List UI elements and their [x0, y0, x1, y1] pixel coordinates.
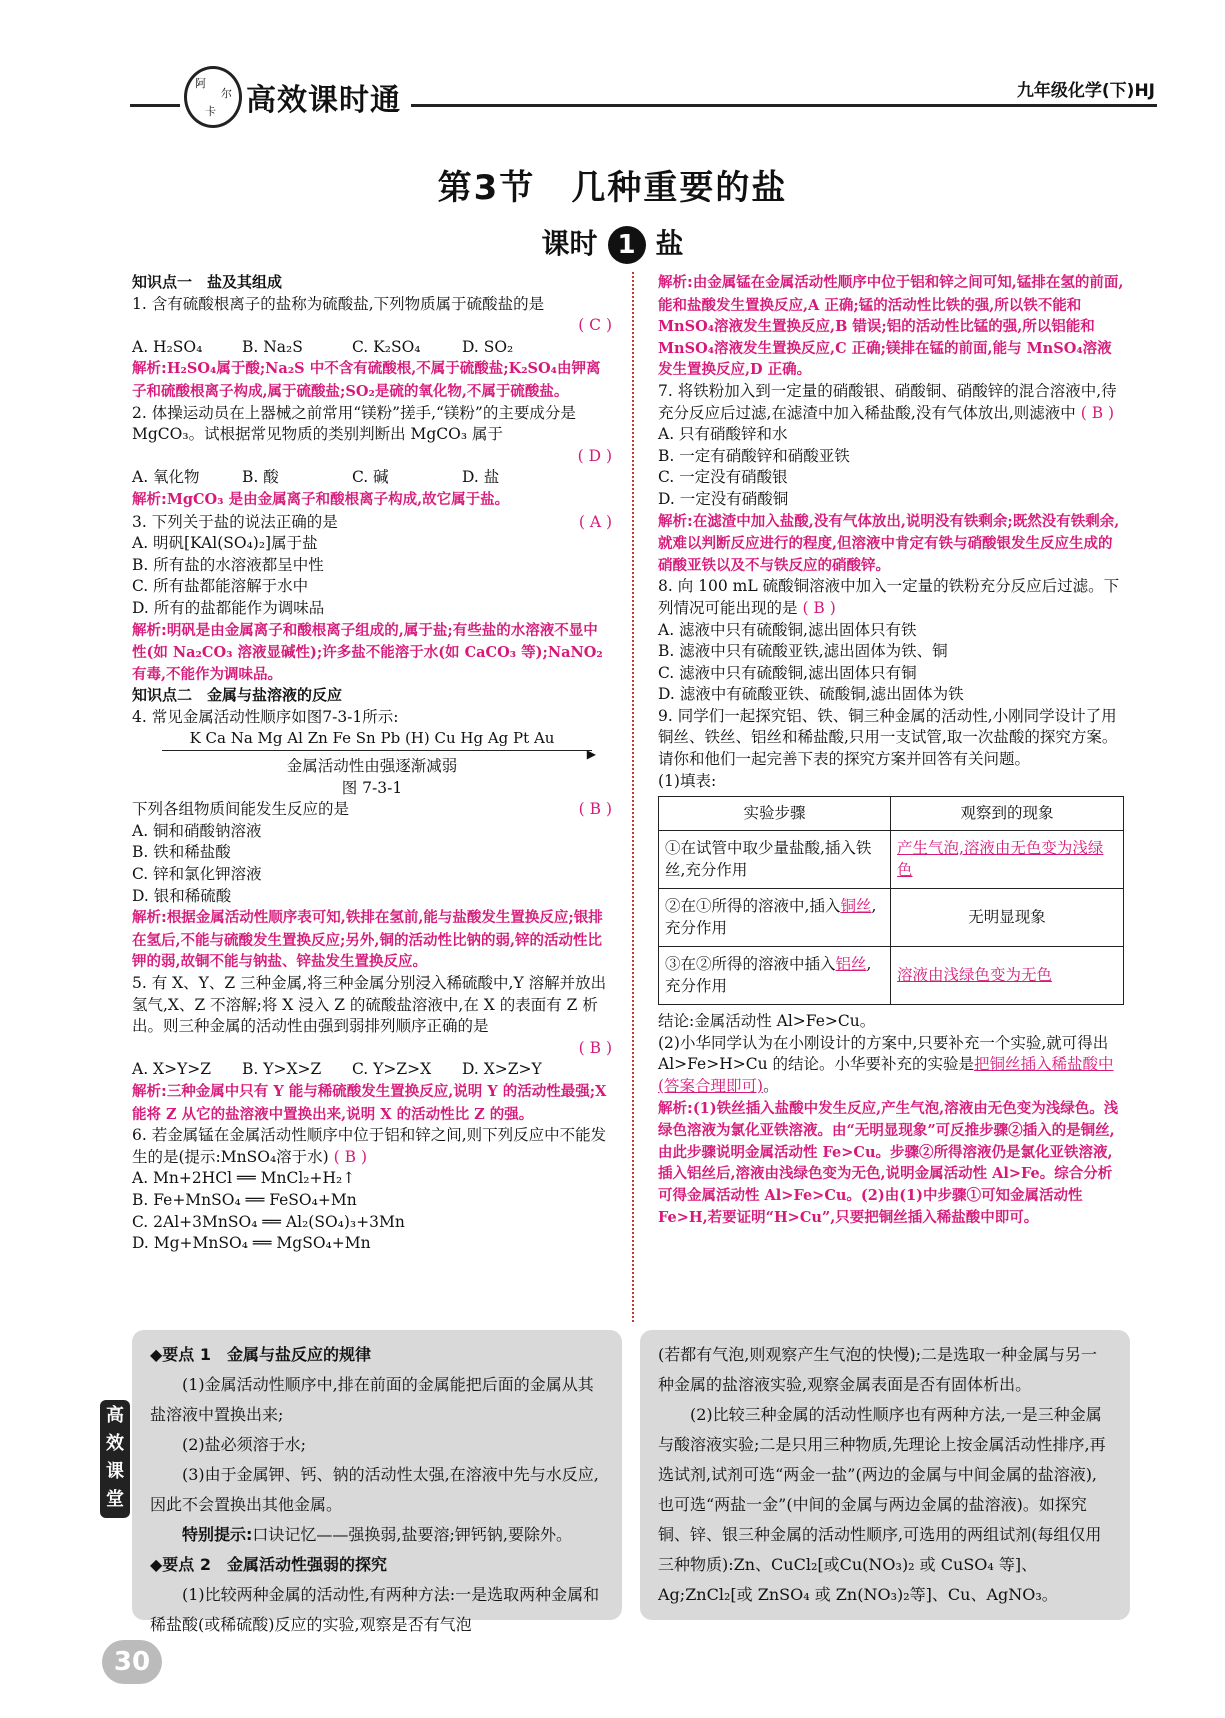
option: C. 锌和氯化钾溶液 — [132, 865, 262, 884]
step-text: ,充分作用 — [665, 955, 872, 995]
explanation-text: 由金属锰在金属活动性顺序中位于铝和锌之间可知,锰排在氢的前面,能和盐酸发生置换反应,A 正确;锰的活动性比铁的强,所以铁不能和 MnSO₄溶液发生置换反应,B 错误;铝的活动性比锰的强,所以铝能和 MnSO₄溶液发生置换反应,C 正确;镁排在锰的前面,能与 MnSO₄溶液发生置换反应,D 正确。 — [658, 274, 1124, 379]
fill-answer: 把铜丝插入稀盐酸中(答案合理即可) — [658, 1055, 1114, 1096]
book-label: 九年级化学(下)HJ — [1009, 76, 1155, 101]
table-header-cell: 实验步骤 — [659, 797, 891, 831]
fill-answer: 铜丝 — [840, 897, 872, 916]
activity-series-figure — [132, 728, 612, 799]
key-point-text: (2)比较三种金属的活动性顺序也有两种方法,一是三种金属与酸溶液实验;二是只用三种物质,先理论上按金属活动性排序,再选试剂,试剂可选“两金一盐”(两边的金属与中间金属的盐溶液),也可选“两盐一金”(中间的金属与两边金属的盐溶液)。如探究铜、锌、银三种金属的活动性顺序,可选用的两组试剂(每组仅用三种物质):Zn、CuCl₂[或Cu(NO₃)₂ 或 CuSO₄ 等]、Ag;ZnCl₂[或 ZnSO₄ 或 Zn(NO₃)₂等]、Cu、AgNO₃。 — [658, 1405, 1106, 1604]
option: B. 酸 — [242, 468, 279, 487]
key-points-box-left — [132, 1330, 622, 1634]
right-column — [658, 272, 1126, 1228]
explanation — [658, 272, 1126, 381]
answer-row — [132, 1038, 612, 1060]
key-point-heading: ◆要点 1 金属与盐反应的规律 — [150, 1345, 372, 1364]
question-2 — [132, 403, 612, 446]
explanation — [658, 1098, 1126, 1229]
explanation-label: 解析: — [132, 622, 167, 639]
column-divider — [632, 272, 634, 1322]
step-cell — [659, 947, 891, 1005]
option: A. H₂SO₄ — [132, 337, 203, 356]
fill-answer: 铝丝 — [835, 955, 867, 974]
explanation-text: 三种金属中只有 Y 能与稀硫酸发生置换反应,说明 Y 的活动性最强;X 能将 Z 从它的盐溶液中置换出来,说明 X 的活动性比 Z 的强。 — [132, 1082, 607, 1123]
part-2: (2)小华同学认为在小刚设计的方案中,只要补充一个实验,就可得出 Al>Fe>H>Cu 的结论。小华要补充的实验是把铜丝插入稀盐酸中(答案合理即可)。 — [658, 1033, 1114, 1096]
option: B. 铁和稀盐酸 — [132, 843, 231, 862]
option: A. X>Y>Z — [132, 1060, 212, 1079]
option: B. 所有盐的水溶液都呈中性 — [132, 555, 324, 574]
question-7 — [658, 381, 1126, 424]
key-point-text: (2)盐必须溶于水; — [182, 1435, 307, 1454]
key-point-text: (3)由于金属钾、钙、钠的活动性太强,在溶液中先与水反应,因此不会置换出其他金属。 — [150, 1465, 599, 1514]
explanation-label: 解析: — [132, 1083, 167, 1100]
question-stem: 1. 含有硫酸根离子的盐称为硫酸盐,下列物质属于硫酸盐的是 — [132, 294, 545, 313]
key-point-text: (1)比较两种金属的活动性,有两种方法:一是选取两种金属和稀盐酸(或稀硫酸)反应的实验,观察是否有气泡 — [150, 1585, 600, 1634]
key-points-box-right — [640, 1330, 1130, 1620]
experiment-table — [658, 796, 1124, 1005]
option: A. 明矾[KAl(SO₄)₂]属于盐 — [132, 534, 318, 553]
explanation-label: 解析: — [132, 491, 167, 508]
answer: ( D ) — [577, 446, 612, 465]
options — [132, 337, 612, 359]
answer: ( B ) — [333, 1147, 367, 1166]
option: D. 盐 — [462, 468, 500, 487]
question-4: 4. 常见金属活动性顺序如图7-3-1所示: — [132, 707, 399, 726]
option: D. 一定没有硝酸铜 — [658, 489, 789, 508]
option: B. 滤液中只有硫酸亚铁,滤出固体为铁、铜 — [658, 642, 948, 661]
question-3 — [132, 512, 612, 534]
answer: ( B ) — [578, 800, 612, 819]
observation-answer: 产生气泡,溶液由无色变为浅绿色 — [891, 831, 1124, 889]
table-row — [659, 831, 1124, 889]
option: C. 一定没有硝酸银 — [658, 468, 788, 487]
answer: ( B ) — [578, 1038, 612, 1057]
option: A. 只有硝酸锌和水 — [658, 425, 788, 444]
option: B. Y>X>Z — [242, 1060, 322, 1079]
question-stem-row — [132, 799, 612, 821]
side-tab-label: 高效课堂 — [106, 1405, 124, 1510]
key-point-text: (若都有气泡,则观察产生气泡的快慢);二是选取一种金属与另一种金属的盐溶液实验,观察金属表面是否有固体析出。 — [658, 1345, 1097, 1394]
option: B. Na₂S — [242, 337, 303, 356]
explanation-text: (1)铁丝插入盐酸中发生反应,产生气泡,溶液由无色变为浅绿色。浅绿色溶液为氯化亚铁溶液。由“无明显现象”可反推步骤②插入的是铜丝,由此步骤说明金属活动性 Fe>Cu。步骤②所得溶液仍是氯化亚铁溶液,插入铝丝后,溶液由浅绿色变为无色,说明金属活动性 Al>Fe。综合分析可得金属活动性 Al>Fe>Cu。(2)由(1)中步骤①可知金属活动性 Fe>H,若要证明“H>Cu”,只要把铜丝插入稀盐酸中即可。 — [658, 1099, 1119, 1226]
option: D. 所有的盐都能作为调味品 — [132, 598, 325, 617]
explanation — [658, 511, 1126, 577]
question-5 — [132, 973, 612, 1038]
left-column — [132, 272, 612, 1255]
option: A. Mn+2HCl ══ MnCl₂+H₂↑ — [132, 1169, 356, 1188]
question-8 — [658, 576, 1126, 619]
lesson-number-badge: 1 — [608, 226, 646, 264]
option: D. 银和稀硫酸 — [132, 886, 232, 905]
logo-text: 高效课时通 — [246, 83, 401, 118]
answer: ( A ) — [578, 512, 612, 531]
options — [132, 467, 612, 489]
explanation-label: 解析: — [658, 513, 693, 530]
figure-number: 图 7-3-1 — [341, 778, 403, 797]
answer: ( B ) — [1080, 403, 1115, 422]
question-stem: 2. 体操运动员在上器械之前常用“镁粉”搓手,“镁粉”的主要成分是 MgCO₃。试根据常见物质的类别判断出 MgCO₃ 属于 — [132, 403, 576, 444]
option: A. 滤液中只有硫酸铜,滤出固体只有铁 — [658, 620, 917, 639]
page-number: 30 — [102, 1640, 162, 1684]
option: C. Y>Z>X — [352, 1060, 432, 1079]
option: C. 所有盐都能溶解于水中 — [132, 577, 309, 596]
table-header — [659, 797, 1124, 831]
table-header-cell: 观察到的现象 — [891, 797, 1124, 831]
explanation-text: 根据金属活动性顺序表可知,铁排在氢前,能与盐酸发生置换反应;银排在氢后,不能与硫酸发生置换反应;另外,铜的活动性比钠的弱,锌的活动性比钾的弱,故铜不能与钠盐、锌盐发生置换反应。 — [132, 909, 603, 971]
step-cell — [659, 889, 891, 947]
brand-logo — [180, 66, 411, 128]
options — [132, 1059, 612, 1081]
observation-cell: 无明显现象 — [891, 889, 1124, 947]
clock-char: 卡 — [205, 105, 216, 118]
activity-series: K Ca Na Mg Al Zn Fe Sn Pb (H) Cu Hg Ag Pt Au — [189, 729, 555, 748]
step-text: ②在①所得的溶液中,插入 — [665, 897, 841, 916]
special-tip — [150, 1520, 604, 1550]
explanation-label: 解析: — [132, 910, 167, 927]
option: C. 碱 — [352, 468, 389, 487]
alarm-clock-icon — [184, 66, 242, 128]
section-heading: 知识点一 盐及其组成 — [132, 273, 283, 291]
question-9: 9. 同学们一起探究铝、铁、铜三种金属的活动性,小刚同学设计了用铜丝、铁丝、铝丝和稀盐酸,只用一支试管,取一次盐酸的探究方案。请你和他们一起完善下表的探究方案并回答有关问题。 — [658, 706, 1118, 769]
option: B. 一定有硝酸锌和硝酸亚铁 — [658, 446, 850, 465]
question-stem: 3. 下列关于盐的说法正确的是 — [132, 512, 338, 531]
step-text: ③在②所得的溶液中插入 — [665, 955, 836, 974]
option: C. K₂SO₄ — [352, 337, 421, 356]
explanation — [132, 1081, 612, 1125]
side-tab — [100, 1400, 130, 1518]
lesson-title — [0, 222, 1225, 264]
section-title: 第3节 几种重要的盐 — [437, 168, 788, 208]
option: A. 氧化物 — [132, 468, 200, 487]
question-6 — [132, 1125, 612, 1168]
explanation — [132, 907, 612, 973]
table-row — [659, 889, 1124, 947]
question-1 — [132, 294, 612, 316]
question-stem: 6. 若金属锰在金属活动性顺序中位于铝和锌之间,则下列反应中不能发生的是(提示:MnSO₄溶于水) — [132, 1126, 607, 1166]
option: D. 滤液中有硫酸亚铁、硫酸铜,滤出固体为铁 — [658, 685, 964, 704]
explanation-text: 在滤渣中加入盐酸,没有气体放出,说明没有铁剩余;既然没有铁剩余,就难以判断反应进行的程度,但溶液中肯定有铁与硝酸银发生反应生成的硝酸亚铁以及不与铁反应的硝酸锌。 — [658, 512, 1120, 574]
lesson-topic: 盐 — [655, 227, 684, 260]
arrow-line — [162, 747, 596, 762]
answer-row — [132, 446, 612, 468]
explanation — [132, 489, 612, 512]
section-heading: 知识点二 金属与盐溶液的反应 — [132, 686, 343, 705]
figure-caption: 金属活动性由强逐渐减弱 — [286, 757, 458, 776]
explanation-text: H₂SO₄属于酸;Na₂S 中不含有硫酸根,不属于硫酸盐;K₂SO₄由钾离子和硫酸根离子构成,属于硫酸盐;SO₂是硫的氧化物,不属于硫酸盐。 — [132, 360, 601, 400]
question-stem: 8. 向 100 mL 硫酸铜溶液中加入一定量的铁粉充分反应后过滤。下列情况可能出现的是 — [658, 577, 1120, 617]
lesson-pre: 课时 — [541, 227, 598, 260]
option: D. Mg+MnSO₄ ══ MgSO₄+Mn — [132, 1234, 371, 1253]
key-point-heading: ◆要点 2 金属活动性强弱的探究 — [150, 1555, 388, 1574]
step-text: ,充分作用 — [665, 897, 877, 937]
explanation-label: 解析: — [658, 275, 693, 291]
key-point-text: (1)金属活动性顺序中,排在前面的金属能把后面的金属从其盐溶液中置换出来; — [150, 1375, 594, 1424]
option: B. Fe+MnSO₄ ══ FeSO₄+Mn — [132, 1190, 357, 1209]
explanation-label: 解析: — [658, 1100, 693, 1117]
answer: ( C ) — [578, 316, 612, 335]
option: C. 2Al+3MnSO₄ ══ Al₂(SO₄)₃+3Mn — [132, 1212, 405, 1231]
answer-row — [132, 315, 612, 337]
question-stem: (2)小华同学认为在小刚设计的方案中,只要补充一个实验,就可得出 Al>Fe>H>Cu 的结论。小华要补充的实验是 — [658, 1033, 1109, 1074]
clock-char: 尔 — [221, 87, 232, 100]
question-stem: 5. 有 X、Y、Z 三种金属,将三种金属分别浸入稀硫酸中,Y 溶解并放出氢气,X、Z 不溶解;将 X 浸入 Z 的硫酸盐溶液中,在 X 的表面有 Z 析出。则三种金属的活动性由强到弱排列顺序正确的是 — [132, 974, 607, 1036]
explanation-text: 明矾是由金属离子和酸根离子组成的,属于盐;有些盐的水溶液不显中性(如 Na₂CO₃ 溶液显碱性);许多盐不能溶于水(如 CaCO₃ 等);NaNO₂ 有毒,不能作为调味品。 — [132, 621, 603, 683]
option: D. SO₂ — [462, 337, 514, 356]
tip-text: 口诀记忆——强换弱,盐要溶;钾钙钠,要除外。 — [252, 1525, 572, 1544]
option: A. 铜和硝酸钠溶液 — [132, 821, 262, 840]
question-stem: 7. 将铁粉加入到一定量的硝酸银、硝酸铜、硝酸锌的混合溶液中,待充分反应后过滤,在滤渣中加入稀盐酸,没有气体放出,则滤液中 — [658, 381, 1117, 422]
observation-answer: 溶液由浅绿色变为无色 — [891, 947, 1124, 1005]
table-row — [659, 947, 1124, 1005]
conclusion: 结论:金属活动性 Al>Fe>Cu。 — [658, 1012, 876, 1031]
arrow-head-icon: ▶ — [586, 747, 596, 762]
option: C. 滤液中只有硫酸铜,滤出固体只有铜 — [658, 663, 917, 682]
step-cell: ①在试管中取少量盐酸,插入铁丝,充分作用 — [659, 831, 891, 889]
question-stem: 下列各组物质间能发生反应的是 — [132, 800, 350, 819]
answer: ( B ) — [802, 598, 836, 617]
explanation-label: 解析: — [132, 361, 167, 378]
clock-char: 阿 — [195, 77, 206, 90]
explanation — [132, 620, 612, 686]
explanation-text: MgCO₃ 是由金属离子和酸根离子构成,故它属于盐。 — [166, 490, 510, 508]
tip-label: 特别提示: — [182, 1525, 253, 1544]
part-label: (1)填表: — [658, 771, 717, 790]
explanation — [132, 358, 612, 402]
option: D. X>Z>Y — [462, 1060, 542, 1079]
